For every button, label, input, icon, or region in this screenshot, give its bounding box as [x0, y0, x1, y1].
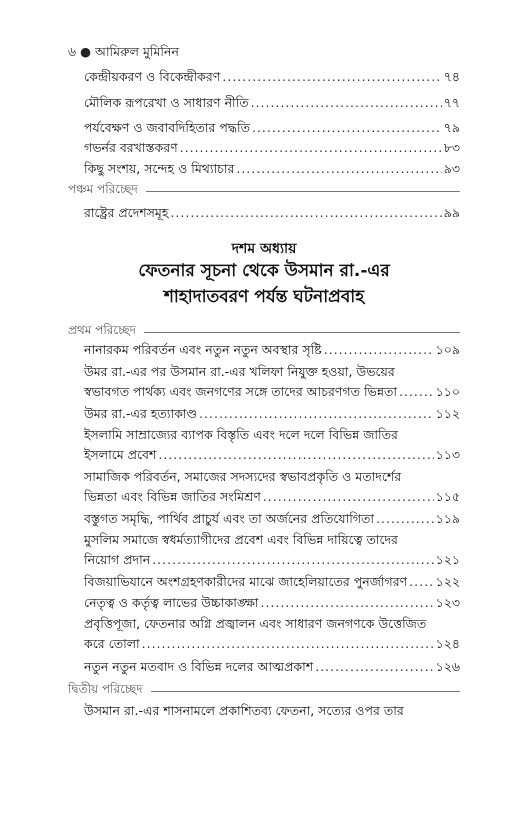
toc-entry-text: মুসলিম সমাজে স্বধর্মত্যাগীদের প্রবেশ এবং বিভিন্ন দায়িত্বে তাদের	[84, 532, 398, 547]
leader-dots	[199, 406, 434, 422]
toc-entry[interactable]	[84, 595, 460, 611]
toc-entry[interactable]	[84, 140, 460, 156]
section-heading-label: দ্বিতীয় পরিচ্ছেদ	[68, 682, 143, 696]
toc-entry[interactable]	[84, 342, 460, 358]
toc-entry[interactable]	[84, 469, 460, 505]
toc-entry[interactable]	[84, 511, 460, 527]
toc-entry[interactable]	[84, 703, 460, 719]
leader-dots	[142, 636, 434, 652]
chapter-title-line2: শাহাদাতবরণ পর্যন্ত ঘটনাপ্রবাহ	[163, 287, 365, 307]
leader-dots	[315, 659, 433, 675]
section-heading-label: প্রথম পরিচ্ছেদ	[68, 323, 136, 337]
toc-entry-text: পর্যবেক্ষণ ও জবাবদিহিতার পদ্ধতি	[84, 120, 250, 135]
toc-entry-text: কেন্দ্রীয়করণ ও বিকেন্দ্রীকরণ	[84, 69, 221, 84]
leader-dots	[263, 489, 434, 505]
toc-entry-page: ১১২	[435, 406, 460, 421]
section-rule	[144, 332, 460, 333]
toc-entry-text: উমর রা.-এর পর উসমান রা.-এর খলিফা নিযুক্ত হওয়া, উভয়ের	[84, 364, 395, 379]
toc-entry[interactable]	[84, 364, 460, 400]
section-heading	[68, 681, 460, 701]
toc-entry[interactable]	[84, 427, 460, 463]
toc-entry[interactable]	[84, 161, 460, 177]
toc-entry-text: মৌলিক রূপরেখা ও সাধারণ নীতি	[84, 95, 249, 110]
section-rule	[146, 191, 460, 192]
leader-dots	[170, 205, 441, 221]
toc-entry-text: উসমান রা.-এর শাসনামলে প্রকাশিতব্য ফেতনা, সত্যের ওপর তার	[84, 703, 404, 718]
toc-entry-page: ৭৯	[443, 120, 460, 135]
toc-entry-text: গভর্নর বরখাস্তকরণ	[84, 140, 178, 155]
toc-entry[interactable]	[84, 574, 460, 590]
toc-entry-page: ১২১	[435, 552, 460, 567]
chapter-label: দশম অধ্যায়	[231, 241, 297, 257]
toc-entry-page: ৯৯	[443, 205, 460, 220]
toc-entry-page: ১২৩	[435, 595, 460, 610]
toc-entry-text: কিছু সংশয়, সন্দেহ ও মিথ্যাচার	[84, 161, 235, 176]
toc-entry-page: ১২২	[435, 574, 460, 589]
toc-entry[interactable]	[84, 406, 460, 422]
leader-dots	[261, 595, 434, 611]
toc-entry-text: নতুন নতুন মতবাদ ও বিভিন্ন দলের আত্মপ্রকাশ	[84, 659, 314, 674]
leader-dots	[251, 95, 442, 111]
toc-entry[interactable]	[84, 532, 460, 568]
leader-dots	[180, 140, 442, 156]
toc-entry-text: রাষ্ট্রের প্রদেশসমূহ	[84, 205, 169, 220]
toc-entry-page: ৭৭	[443, 95, 460, 110]
toc-entry-text: স্বভাবগত পার্থক্য এবং জনগণের সঙ্গে তাদের আচরণগত ভিন্নতা	[84, 384, 398, 399]
leader-dots	[324, 342, 434, 358]
toc-entry-page: ১১৯	[435, 511, 460, 526]
section-rule	[151, 691, 460, 692]
chapter-title-line1: ফেতনার সূচনা থেকে উসমান রা.-এর	[138, 261, 390, 281]
toc-entry-page: ৯৩	[443, 161, 460, 176]
toc-entry-text: বিজয়াভিযানে অংশগ্রহণকারীদের মাঝে জাহেলিয়াতের পুনর্জাগরণ	[84, 574, 408, 589]
toc-entry-page: ৮৩	[443, 140, 460, 155]
toc-entry-page: ১২৬	[435, 659, 460, 674]
toc-entry[interactable]	[84, 205, 460, 221]
leader-dots	[376, 511, 434, 527]
leader-dots	[222, 69, 441, 85]
section-heading-label: পঞ্চম পরিচ্ছেদ	[68, 182, 138, 196]
toc-entry-text: সামাজিক পরিবর্তন, সমাজের সদস্যদের স্বভাবপ্রকৃতি ও মতাদর্শের	[84, 469, 402, 484]
section-heading	[68, 181, 460, 201]
leader-dots	[236, 161, 441, 177]
toc-entry-page: ১১৩	[435, 447, 460, 462]
toc-entry-text: করে তোলা	[84, 636, 140, 651]
toc-entry-text: ইসলামে প্রবেশ	[84, 447, 157, 462]
toc-entry-page: ১১৫	[435, 489, 460, 504]
toc-entry[interactable]	[84, 95, 460, 111]
toc-entry-page: ১২৪	[435, 636, 460, 651]
toc-entry-page: ১০৯	[435, 342, 460, 357]
leader-dots	[158, 447, 433, 463]
toc-entry-text: উমর রা.-এর হত্যাকাণ্ড	[84, 406, 198, 421]
running-head: ৬ ● আমিরুল মুমিনিন	[68, 44, 179, 59]
toc-entry-text: নেতৃত্ব ও কর্তৃত্ব লাভের উচ্চাকাঙ্ক্ষা	[84, 595, 259, 610]
toc-entry-text: নিয়োগ প্রদান	[84, 552, 151, 567]
leader-dots	[409, 574, 433, 590]
toc-entry-text: ভিন্নতা এবং বিভিন্ন জাতির সংমিশ্রণ	[84, 489, 261, 504]
toc-entry-text: প্রবৃত্তিপূজা, ফেতনার অগ্নি প্রজ্বালন এবং সাধারণ জনগণকে উত্তেজিত	[84, 616, 427, 631]
toc-entry-page: ১১০	[435, 384, 460, 399]
toc-entry-text: বস্তুগত সমৃদ্ধি, পার্থিব প্রাচুর্য এবং তা অর্জনের প্রতিযোগিতা	[84, 511, 375, 526]
toc-entry-page: ৭৪	[443, 69, 460, 84]
section-heading	[68, 322, 460, 342]
leader-dots	[152, 552, 433, 568]
leader-dots	[399, 384, 434, 400]
toc-entry-text: ইসলামি সাম্রাজ্যের ব্যাপক বিস্তৃতি এবং দলে দলে বিভিন্ন জাতির	[84, 427, 398, 442]
toc-entry[interactable]	[84, 69, 460, 85]
toc-entry[interactable]	[84, 659, 460, 675]
toc-entry-text: নানারকম পরিবর্তন এবং নতুন নতুন অবস্থার সৃষ্টি	[84, 342, 322, 357]
toc-entry[interactable]	[84, 120, 460, 136]
toc-entry[interactable]	[84, 616, 460, 652]
leader-dots	[252, 120, 442, 136]
